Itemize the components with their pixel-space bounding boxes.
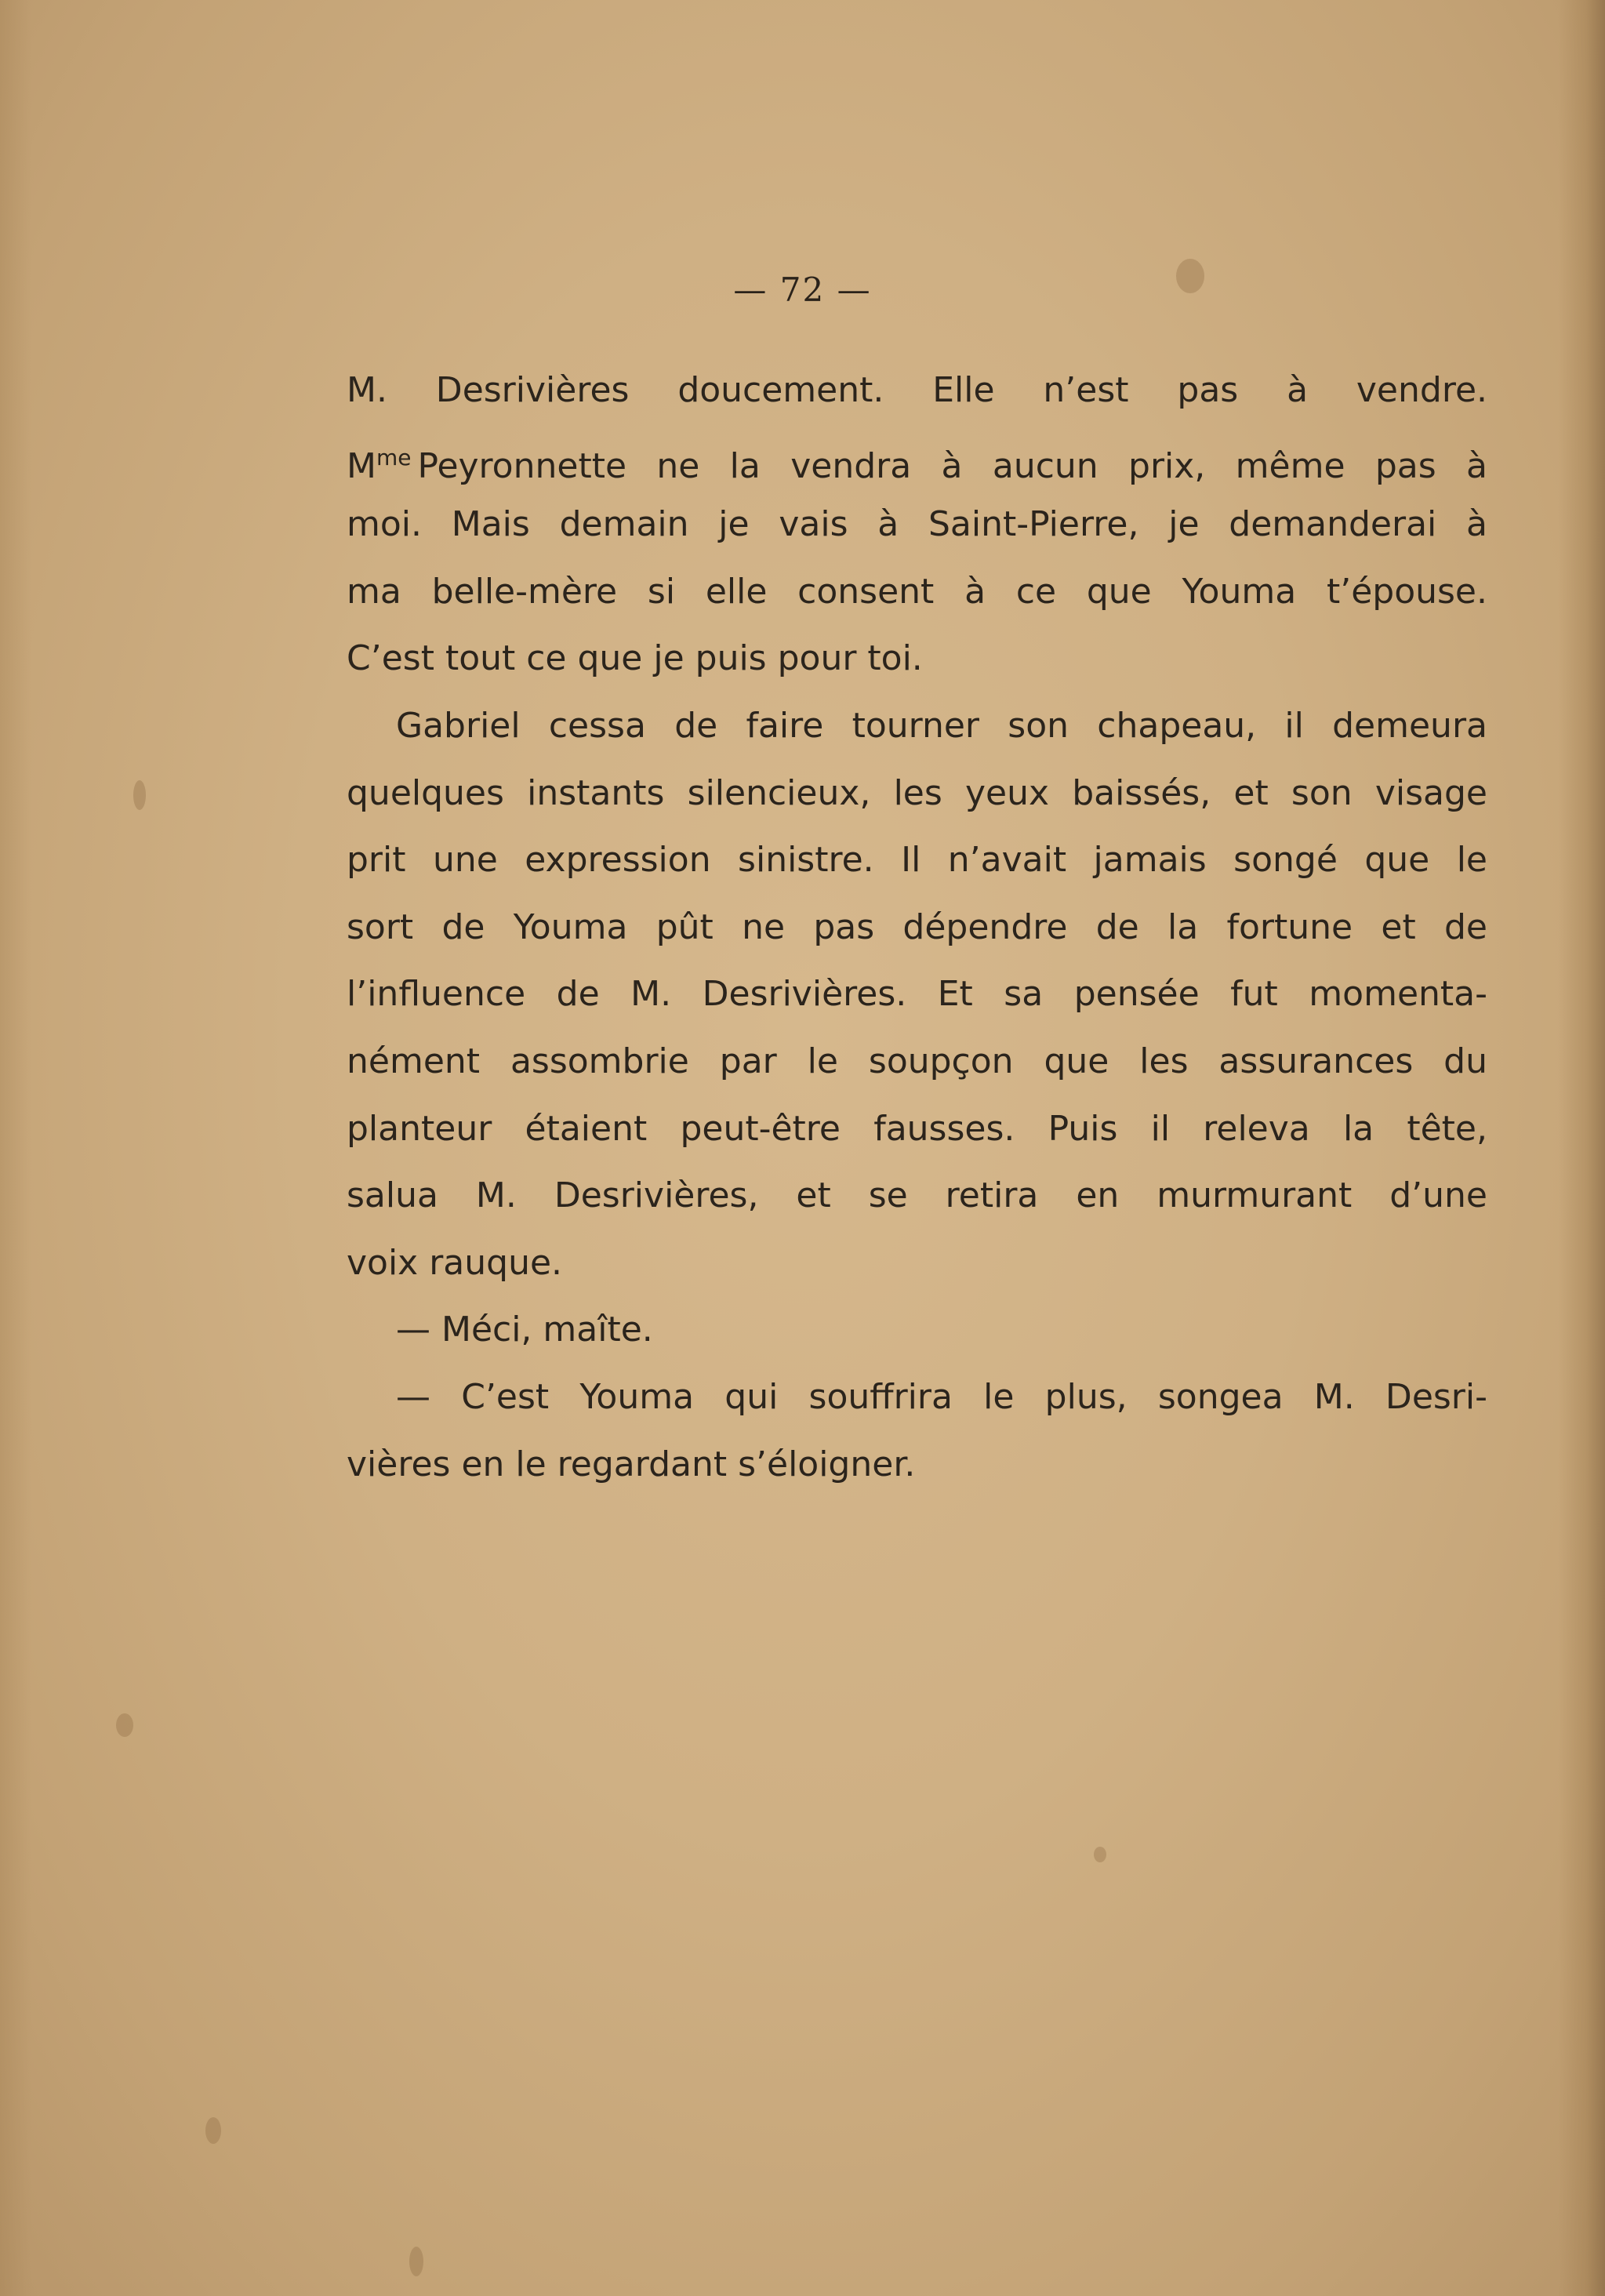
text-line: prit une expression sinistre. Il n’avait jamais songé que le — [347, 840, 1487, 881]
text-line: M. Desrivières doucement. Elle n’est pas à vendre. — [347, 370, 1487, 410]
page-number-header: — 72 — — [733, 271, 872, 309]
paper-stain — [133, 780, 146, 810]
paper-stain — [409, 2247, 423, 2276]
dialogue-line: — C’est Youma qui souffrira le plus, songea M. Desri- — [396, 1376, 1487, 1417]
text-line: voix rauque. — [347, 1242, 563, 1283]
text-line: planteur étaient peut-être fausses. Puis il releva la tête, — [347, 1108, 1487, 1149]
text-line: C’est tout ce que je puis pour toi. — [347, 638, 923, 679]
title-abbreviation: M — [347, 445, 376, 486]
text-line: vières en le regardant s’éloigner. — [347, 1444, 916, 1484]
dialogue-line: — Méci, maîte. — [396, 1310, 653, 1350]
text-line: sort de Youma pût ne pas dépendre de la fortune et de — [347, 906, 1487, 947]
text-line-content: Peyronnette ne la vendra à aucun prix, même pas à — [417, 445, 1487, 486]
text-line: nément assombrie par le soupçon que les assurances du — [347, 1041, 1487, 1081]
text-line: ma belle-mère si elle consent à ce que Youma t’épouse. — [347, 571, 1487, 612]
text-line-with-title — [347, 424, 1487, 492]
paper-stain — [116, 1713, 133, 1737]
text-line: l’influence de M. Desrivières. Et sa pensée fut momenta- — [347, 974, 1487, 1015]
text-line: moi. Mais demain je vais à Saint-Pierre, je demanderai à — [347, 504, 1487, 545]
text-line: salua M. Desrivières, et se retira en murmurant d’une — [347, 1175, 1487, 1216]
body-text — [347, 357, 1487, 1498]
text-line: quelques instants silencieux, les yeux baissés, et son visage — [347, 772, 1487, 813]
paper-stain — [1094, 1847, 1106, 1862]
paper-stain — [205, 2117, 221, 2144]
title-superscript: me — [376, 444, 412, 470]
text-line: Gabriel cessa de faire tourner son chapeau, il demeura — [396, 705, 1487, 746]
page-left-edge-shadow — [0, 0, 31, 2296]
page-right-edge-shadow — [1558, 0, 1605, 2296]
